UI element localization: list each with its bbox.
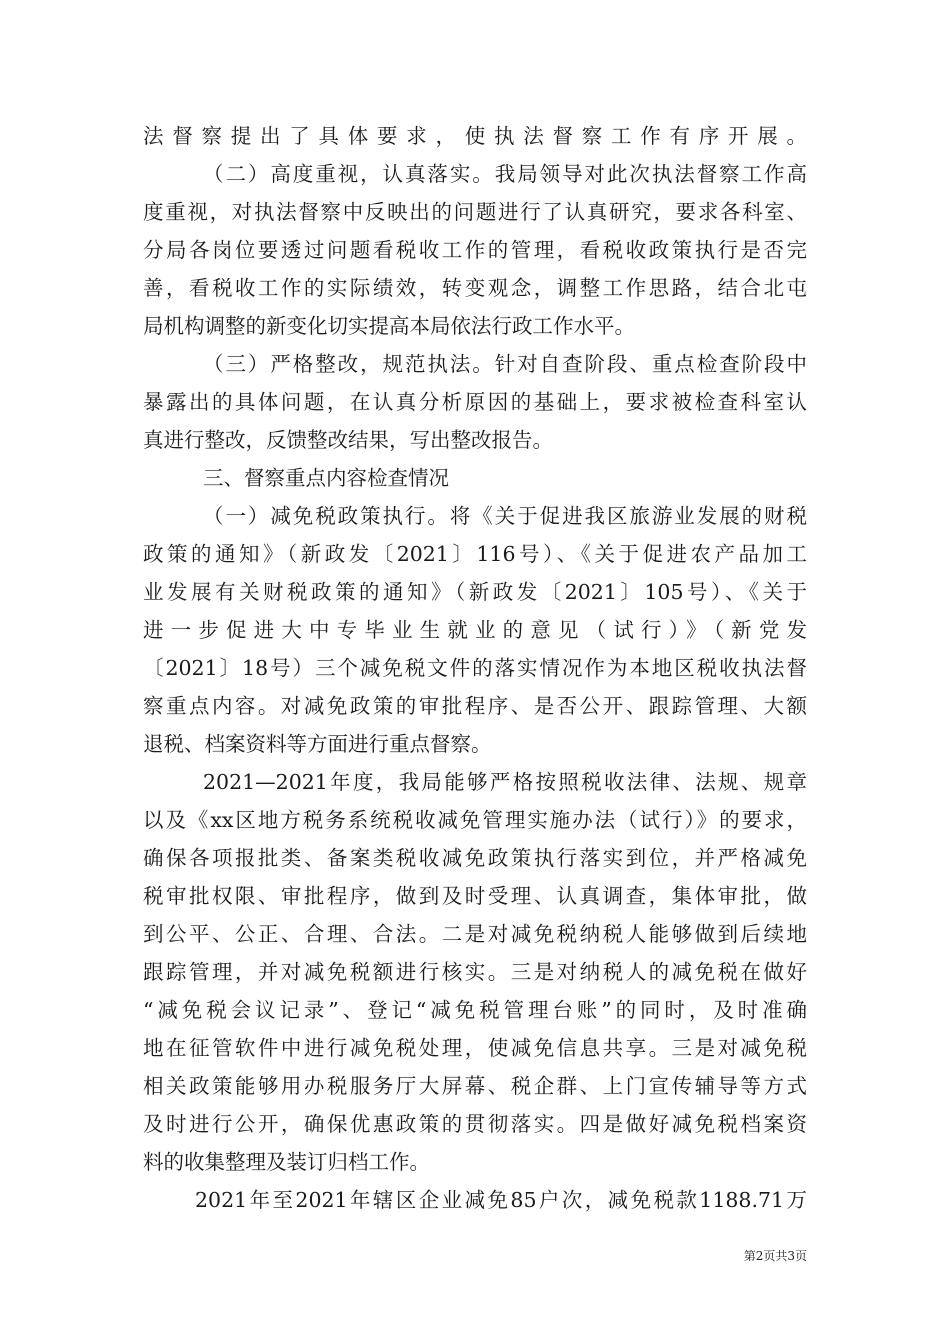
body-line: 到公平、公正、合理、合法。二是对减免税纳税人能够做到后续地 bbox=[143, 922, 807, 946]
body-line: 2021年至2021年辖区企业减免85户次，减免税款1188.71万 bbox=[195, 1188, 807, 1212]
body-line: 善，看税收工作的实际绩效，转变观念，调整工作思路，结合北屯 bbox=[143, 276, 807, 300]
body-line: 察重点内容。对减免政策的审批程序、是否公开、跟踪管理、大额 bbox=[143, 694, 807, 718]
body-line: 法督察提出了具体要求，使执法督察工作有序开展。 bbox=[143, 124, 807, 148]
body-line: 局机构调整的新变化切实提高本局依法行政工作水平。 bbox=[143, 314, 635, 338]
body-line: 分局各岗位要透过问题看税收工作的管理，看税收政策执行是否完 bbox=[143, 238, 807, 262]
body-line: 相关政策能够用办税服务厅大屏幕、税企群、上门宣传辅导等方式 bbox=[143, 1074, 807, 1098]
body-line: 业发展有关财税政策的通知》（新政发〔2021〕105号）、《关于 bbox=[143, 580, 807, 604]
body-line: 真进行整改，反馈整改结果，写出整改报告。 bbox=[143, 428, 553, 452]
body-line: “减免税会议记录”、登记“减免税管理台账”的同时，及时准确 bbox=[143, 998, 807, 1022]
body-line: （三）严格整改，规范执法。针对自查阶段、重点检查阶段中 bbox=[203, 352, 807, 376]
body-line: （一）减免税政策执行。将《关于促进我区旅游业发展的财税 bbox=[203, 504, 807, 528]
body-line: 〔2021〕18号）三个减免税文件的落实情况作为本地区税收执法督 bbox=[143, 656, 807, 680]
body-line: 暴露出的具体问题，在认真分析原因的基础上，要求被检查科室认 bbox=[143, 390, 807, 414]
body-line: 料的收集整理及装订归档工作。 bbox=[143, 1150, 430, 1174]
body-line: 确保各项报批类、备案类税收减免政策执行落实到位，并严格减免 bbox=[143, 846, 807, 870]
body-line: 以及《xx区地方税务系统税收减免管理实施办法（试行）》的要求， bbox=[143, 808, 807, 832]
body-line: 地在征管软件中进行减免税处理，使减免信息共享。三是对减免税 bbox=[143, 1036, 807, 1060]
body-line: 2021—2021年度，我局能够严格按照税收法律、法规、规章 bbox=[203, 770, 807, 794]
body-line: （二）高度重视，认真落实。我局领导对此次执法督察工作高 bbox=[203, 162, 807, 186]
body-line: 跟踪管理，并对减免税额进行核实。三是对纳税人的减免税在做好 bbox=[143, 960, 807, 984]
body-line: 度重视，对执法督察中反映出的问题进行了认真研究，要求各科室、 bbox=[143, 200, 807, 224]
page-number-footer: 第2页共3页 bbox=[743, 1249, 807, 1263]
body-line: 政策的通知》（新政发〔2021〕116号）、《关于促进农产品加工 bbox=[143, 542, 807, 566]
body-line: 税审批权限、审批程序，做到及时受理、认真调查，集体审批，做 bbox=[143, 884, 807, 908]
section-heading: 三、督察重点内容检查情况 bbox=[203, 466, 449, 490]
body-line: 进一步促进大中专毕业生就业的意见（试行）》（新党发 bbox=[143, 618, 807, 642]
body-line: 退税、档案资料等方面进行重点督察。 bbox=[143, 732, 492, 756]
body-line: 及时进行公开，确保优惠政策的贯彻落实。四是做好减免税档案资 bbox=[143, 1112, 807, 1136]
